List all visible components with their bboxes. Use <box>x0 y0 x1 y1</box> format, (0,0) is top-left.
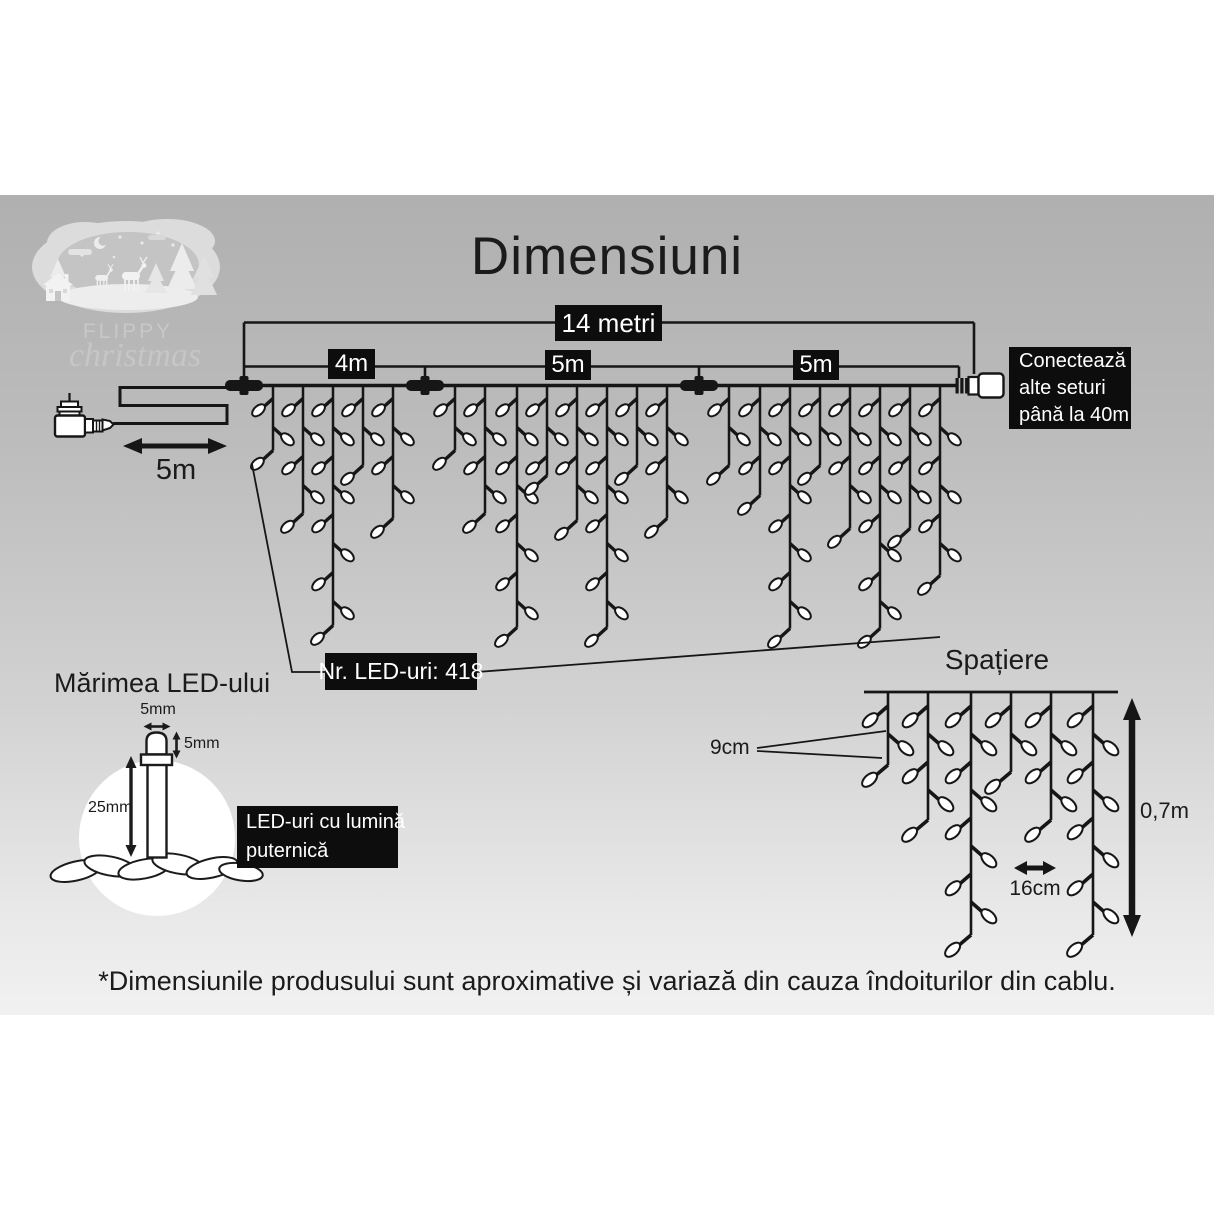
icicle-drop <box>583 386 630 650</box>
led-bulb-icon <box>339 489 356 506</box>
led-bulb-icon <box>917 402 934 419</box>
led-bulb-icon <box>857 518 874 535</box>
led-bulb-icon <box>900 825 920 844</box>
led-bulb-icon <box>857 576 874 593</box>
led-bulb-icon <box>860 711 880 730</box>
led-bulb-icon <box>493 632 510 649</box>
led-bulb-icon <box>1065 711 1085 730</box>
led-bulb-icon <box>309 630 326 647</box>
led-bulb-icon <box>886 533 903 550</box>
led-bulb-icon <box>1101 851 1121 870</box>
connect-note-line: până la 40m <box>1019 403 1130 426</box>
led-bulb-icon <box>796 431 813 448</box>
icicle-drop <box>766 386 813 651</box>
page-title: Dimensiuni <box>470 227 744 286</box>
led-gap-label: 9cm <box>710 736 750 759</box>
led-size-figure <box>49 723 265 917</box>
led-bulb-icon <box>736 500 753 517</box>
drop-gap-arrow <box>1014 861 1056 875</box>
led-bulb-icon <box>280 402 297 419</box>
led-bulb-icon <box>936 739 956 758</box>
led-bulb-icon <box>613 547 630 564</box>
led-bulb-icon <box>613 470 630 487</box>
icicle-drop <box>369 386 416 541</box>
led-bulb-icon <box>916 580 933 597</box>
led-bulb-icon <box>1023 767 1043 786</box>
icicle-drop <box>431 386 478 473</box>
icicle-drop <box>943 692 999 959</box>
lead-wire <box>113 388 244 455</box>
icicle-drop <box>900 692 956 844</box>
led-bulb-icon <box>643 431 660 448</box>
led-bulb-icon <box>250 402 267 419</box>
led-bulb-icon <box>1101 739 1121 758</box>
led-bulb-icon <box>491 489 508 506</box>
led-bulb-icon <box>1059 739 1079 758</box>
led-bulb-icon <box>827 460 844 477</box>
led-bulb-icon <box>737 460 754 477</box>
led-bulb-icon <box>644 402 661 419</box>
led-bulb-icon <box>917 460 934 477</box>
led-bulb-icon <box>462 402 479 419</box>
led-callout-line: puternică <box>246 840 329 862</box>
led-bulb-icon <box>886 431 903 448</box>
led-bulb-icon <box>983 711 1003 730</box>
led-bulb-icon <box>643 523 660 540</box>
icicle-drop <box>249 386 296 473</box>
led-bulb-icon <box>887 460 904 477</box>
led-bulb-icon <box>399 431 416 448</box>
led-bulb-icon <box>1023 711 1043 730</box>
led-bulb-icon <box>857 460 874 477</box>
led-bulb-icon <box>553 431 570 448</box>
led-bulb-icon <box>309 431 326 448</box>
led-bulb-icon <box>494 576 511 593</box>
led-width-label: 5mm <box>140 701 176 718</box>
led-bulb-icon <box>432 402 449 419</box>
led-bulb-icon <box>796 547 813 564</box>
section-length-tag: 5m <box>545 350 591 380</box>
led-bulb-icon <box>943 767 963 786</box>
led-bulb-icon <box>584 460 601 477</box>
led-height-label: 5mm <box>184 735 220 752</box>
led-bulb-icon <box>613 489 630 506</box>
main-lights-figure <box>225 376 963 650</box>
led-bulb-icon <box>310 460 327 477</box>
led-bulb-icon <box>979 739 999 758</box>
logo-brand-text: FLIPPY <box>82 320 174 343</box>
led-bulb-icon <box>339 547 356 564</box>
arrowhead-left-icon <box>123 438 142 454</box>
led-bulb-icon <box>766 431 783 448</box>
led-bulb-icon <box>584 518 601 535</box>
led-bulb-icon <box>766 633 783 650</box>
connect-note-tag <box>1009 347 1131 429</box>
led-bulb-icon <box>856 431 873 448</box>
drop-gap-label: 16cm <box>1009 877 1061 900</box>
led-bulb-icon <box>554 460 571 477</box>
led-bulb-icon <box>613 605 630 622</box>
led-bulb-icon <box>399 489 416 506</box>
led-bulb-icon <box>1023 825 1043 844</box>
led-bulb-icon <box>943 940 963 959</box>
led-bulb-icon <box>943 711 963 730</box>
led-bulb-icon <box>1059 795 1079 814</box>
led-gap-leader-lines <box>757 731 886 758</box>
led-bulb-icon <box>369 523 386 540</box>
icicle-drop <box>1023 692 1079 844</box>
led-bulb-icon <box>706 402 723 419</box>
led-bulb-icon <box>370 460 387 477</box>
led-bulb-icon <box>900 711 920 730</box>
wire-connector-icon <box>225 376 263 395</box>
led-bulb-icon <box>936 795 956 814</box>
led-bulb-icon <box>431 455 448 472</box>
section-length-tag: 5m <box>793 350 839 380</box>
led-bulb-icon <box>613 431 630 448</box>
led-bulb-icon <box>644 460 661 477</box>
arrowhead-right-icon <box>208 438 227 454</box>
power-plug-icon <box>55 393 114 437</box>
led-bulb-icon <box>339 470 356 487</box>
led-bulb-icon <box>1101 907 1121 926</box>
led-bulb-icon <box>946 547 963 564</box>
icicle-drop <box>493 386 540 650</box>
led-bulb-icon <box>524 402 541 419</box>
led-bulb-icon <box>280 460 297 477</box>
led-bulb-icon <box>673 489 690 506</box>
led-bulb-icon <box>735 431 752 448</box>
main-icicle-drops <box>249 386 963 651</box>
total-length-tag: 14 metri <box>555 305 662 341</box>
led-bulb-icon <box>767 402 784 419</box>
led-bulb-icon <box>767 460 784 477</box>
led-bulb-icon <box>461 431 478 448</box>
led-bulb-icon <box>614 402 631 419</box>
led-bulb-icon <box>339 431 356 448</box>
led-bulb-icon <box>279 518 296 535</box>
led-bulb-icon <box>583 632 600 649</box>
led-bulb-icon <box>583 431 600 448</box>
drop-length-label: 0,7m <box>1140 798 1189 823</box>
led-bulb-icon <box>1065 940 1085 959</box>
led-bulb-icon <box>886 489 903 506</box>
led-bulb-icon <box>797 402 814 419</box>
disclaimer-text: *Dimensiunile produsului sunt aproximative și variază din cauza îndoiturilor din cablu. <box>98 966 1116 996</box>
led-bulb-icon <box>1101 795 1121 814</box>
led-bulb-icon <box>916 431 933 448</box>
wire-connector-icon <box>680 376 718 395</box>
led-bulb-icon <box>369 431 386 448</box>
icicle-drop <box>856 386 903 651</box>
led-count-tag: Nr. LED-uri: 418 <box>325 653 477 690</box>
led-bulb-icon <box>461 518 478 535</box>
drop-length-arrow <box>1123 698 1141 937</box>
spacing-icicle-drops <box>860 692 1121 959</box>
led-bulb-icon <box>310 576 327 593</box>
led-bulb-icon <box>946 431 963 448</box>
led-callout-tag <box>237 806 405 868</box>
icicle-drop <box>309 386 356 648</box>
led-callout-line: LED-uri cu lumină <box>246 811 405 833</box>
led-bulb-icon <box>857 402 874 419</box>
led-bulb-icon <box>767 518 784 535</box>
led-bulb-icon <box>796 605 813 622</box>
led-bulb-icon <box>554 402 571 419</box>
led-bulb-icon <box>916 489 933 506</box>
led-bulb-icon <box>523 547 540 564</box>
led-length-label: 25mm <box>88 799 133 816</box>
icicle-drop <box>643 386 690 541</box>
led-bulb-icon <box>339 605 356 622</box>
led-bulb-icon <box>673 431 690 448</box>
led-bulb-icon <box>310 518 327 535</box>
led-bulb-icon <box>826 431 843 448</box>
led-bulb-icon <box>340 402 357 419</box>
led-bulb-icon <box>796 470 813 487</box>
led-bulb-icon <box>827 402 844 419</box>
led-bulb-icon <box>767 576 784 593</box>
led-bulb-icon <box>370 402 387 419</box>
led-bulb-icon <box>826 533 843 550</box>
led-bulb-icon <box>979 907 999 926</box>
led-bulb-icon <box>1065 823 1085 842</box>
led-bulb-icon <box>309 489 326 506</box>
connect-note-line: alte seturi <box>1019 376 1106 399</box>
led-bulb-icon <box>860 770 880 789</box>
spacing-figure <box>757 692 1141 959</box>
connector-socket-icon <box>956 374 1004 398</box>
logo-script-text: christmas <box>68 337 202 374</box>
led-bulb-icon <box>524 460 541 477</box>
led-bulb-icon <box>886 605 903 622</box>
led-bulb-icon <box>1065 767 1085 786</box>
led-bulb-icon <box>249 455 266 472</box>
led-bulb-icon <box>896 739 916 758</box>
led-bulb-icon <box>917 518 934 535</box>
wire-connector-icon <box>406 376 444 395</box>
led-bulb-icon <box>705 470 722 487</box>
led-bulb-icon <box>796 489 813 506</box>
led-bulb-icon <box>886 547 903 564</box>
led-bulb-icon <box>943 823 963 842</box>
led-bulb-icon <box>310 402 327 419</box>
spacing-section-title: Spațiere <box>944 644 1050 675</box>
led-bulb-icon <box>584 402 601 419</box>
lead-length-label: 5m <box>155 454 197 486</box>
led-bulb-icon <box>523 431 540 448</box>
led-bulb-icon <box>983 777 1003 796</box>
led-bulb-icon <box>279 431 296 448</box>
led-bulb-icon <box>900 767 920 786</box>
led-bulb-icon <box>856 489 873 506</box>
connect-note-line: Conectează <box>1019 349 1126 372</box>
led-bulb-icon <box>979 851 999 870</box>
led-bulb-icon <box>887 402 904 419</box>
led-bulb-icon <box>462 460 479 477</box>
led-bulb-icon <box>584 576 601 593</box>
led-bulb-icon <box>491 431 508 448</box>
led-bulb-icon <box>979 795 999 814</box>
led-bulb-icon <box>494 518 511 535</box>
section-length-tag: 4m <box>328 349 375 379</box>
led-bulb-icon <box>494 402 511 419</box>
led-bulb-icon <box>943 879 963 898</box>
led-bulb-icon <box>1019 739 1039 758</box>
led-bulb-icon <box>737 402 754 419</box>
led-bulb-icon <box>553 525 570 542</box>
led-bulb-icon <box>523 480 540 497</box>
led-bulb-icon <box>494 460 511 477</box>
led-bulb-icon <box>523 605 540 622</box>
led-size-section-title: Mărimea LED-ului <box>54 668 271 698</box>
led-bulb-icon <box>946 489 963 506</box>
icicle-drop <box>1065 692 1121 959</box>
led-bulb-icon <box>583 489 600 506</box>
